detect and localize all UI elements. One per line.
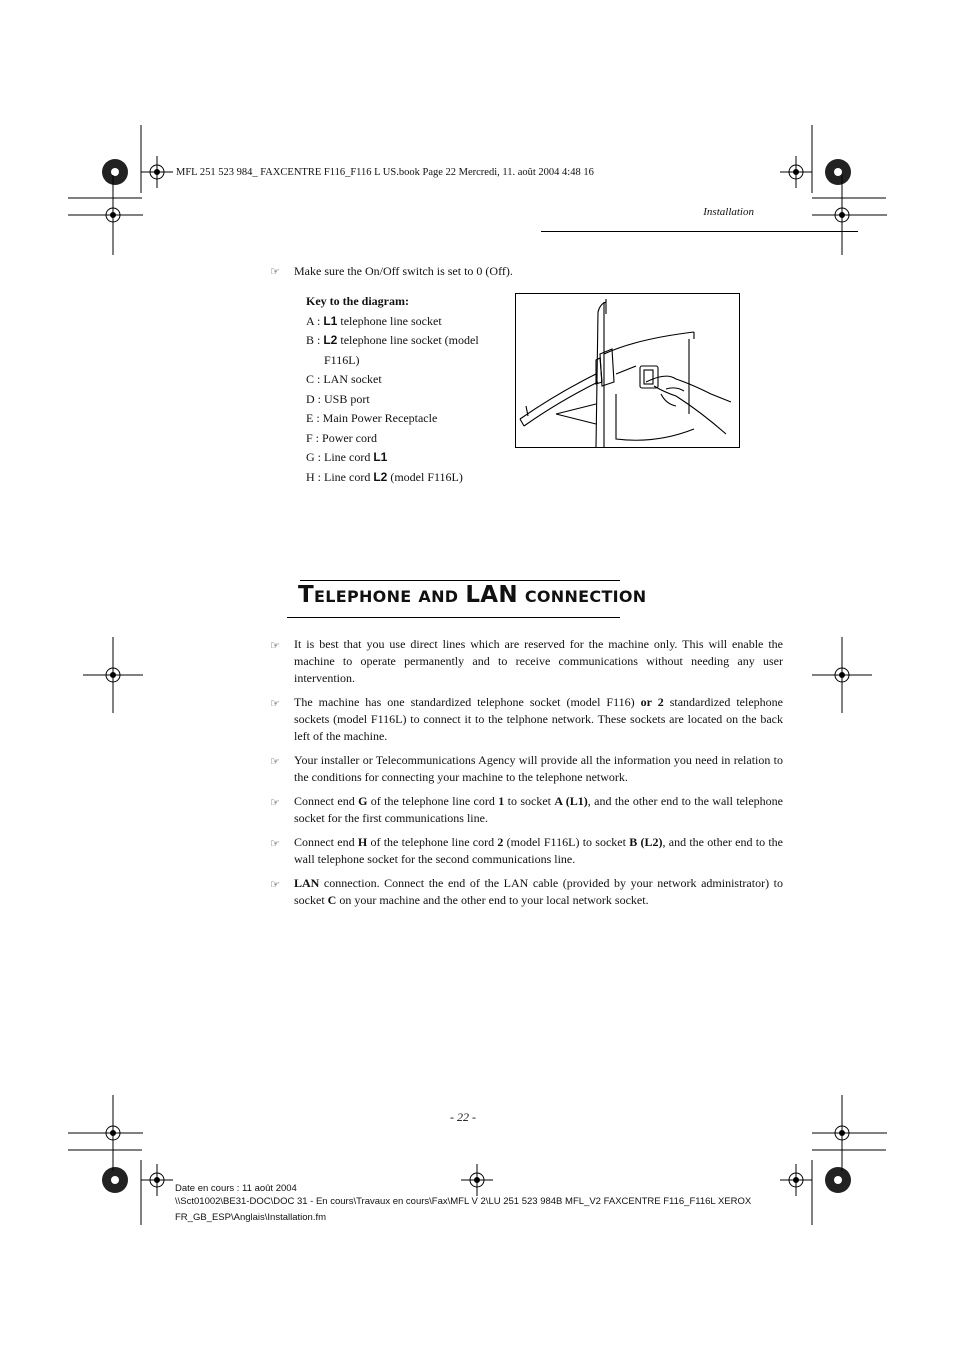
- key-item-g: G : Line cord L1: [306, 450, 388, 464]
- pointing-hand-icon: ☞: [270, 639, 280, 652]
- key-item-d: D : USB port: [306, 391, 370, 406]
- pointing-hand-icon: ☞: [270, 837, 280, 850]
- switch-instruction: [270, 264, 513, 279]
- list-item: ☞ Connect end G of the telephone line cord 1 to socket A (L1), and the other end to the wall telephone socket for the first communications line.: [270, 794, 783, 825]
- key-item-a: A : L1 telephone line socket: [306, 313, 442, 328]
- footer-file: FR_GB_ESP\Anglais\Installation.fm: [175, 1212, 327, 1223]
- key-title: Key to the diagram:: [306, 294, 409, 308]
- list-item: ☞ Your installer or Telecommunications Agency will provide all the information you need in relation to the conditions for connecting your machine to the telephone network.: [270, 753, 783, 784]
- key-item-b: B : L2 telephone line socket (model F116L): [306, 333, 479, 367]
- pointing-hand-icon: ☞: [270, 265, 280, 278]
- footer-date: Date en cours : 11 août 2004: [175, 1183, 297, 1194]
- switch-illustration: [515, 293, 740, 448]
- machine-side-drawing: [516, 294, 739, 447]
- key-item-c: C : LAN socket: [306, 372, 382, 386]
- list-item: ☞ It is best that you use direct lines which are reserved for the machine only. This will enable the machine to operate permanently and to receive communications without needing any user intervention.: [270, 637, 783, 685]
- section-title: TELEPHONE AND LAN CONNECTION: [298, 582, 647, 608]
- list-item: ☞ Connect end H of the telephone line cord 2 (model F116L) to socket B (L2), and the other end to the wall telephone socket for the second communications line.: [270, 835, 784, 866]
- key-item-e: E : Main Power Receptacle: [306, 411, 438, 425]
- switch-instruction-text: Make sure the On/Off switch is set to 0 (Off).: [294, 264, 513, 278]
- print-header: MFL 251 523 984_ FAXCENTRE F116_F116 L US.book Page 22 Mercredi, 11. août 2004 4:48 16: [176, 167, 594, 178]
- diagram-key: [306, 292, 506, 487]
- title-rule-bottom: [287, 617, 620, 618]
- page-number: - 22 -: [450, 1110, 476, 1124]
- connection-instructions: [270, 636, 783, 916]
- pointing-hand-icon: ☞: [270, 796, 280, 809]
- footer-path: \\Sct01002\BE31-DOC\DOC 31 - En cours\Travaux en cours\Fax\MFL V 2\LU 251 523 984B MFL_V2 FAXCENTRE F116_F116L XEROX: [175, 1195, 752, 1207]
- key-item-h: H : Line cord L2 (model F116L): [306, 469, 463, 484]
- list-item: ☞ LAN connection. Connect the end of the LAN cable (provided by your network administrator) to socket C on your machine and the other end to your local network socket.: [270, 876, 783, 907]
- running-head: Installation: [703, 206, 754, 218]
- pointing-hand-icon: ☞: [270, 878, 280, 891]
- pointing-hand-icon: ☞: [270, 697, 280, 710]
- list-item: ☞ The machine has one standardized telephone socket (model F116) or 2 standardized telephone sockets (model F116L) to connect it to the telphone network. These sockets are located on the back left of the machine.: [270, 695, 783, 743]
- print-footer: [175, 1183, 751, 1225]
- title-rule-top: [300, 580, 620, 581]
- key-item-f: F : Power cord: [306, 430, 377, 445]
- pointing-hand-icon: ☞: [270, 755, 280, 768]
- header-rule: [541, 231, 858, 232]
